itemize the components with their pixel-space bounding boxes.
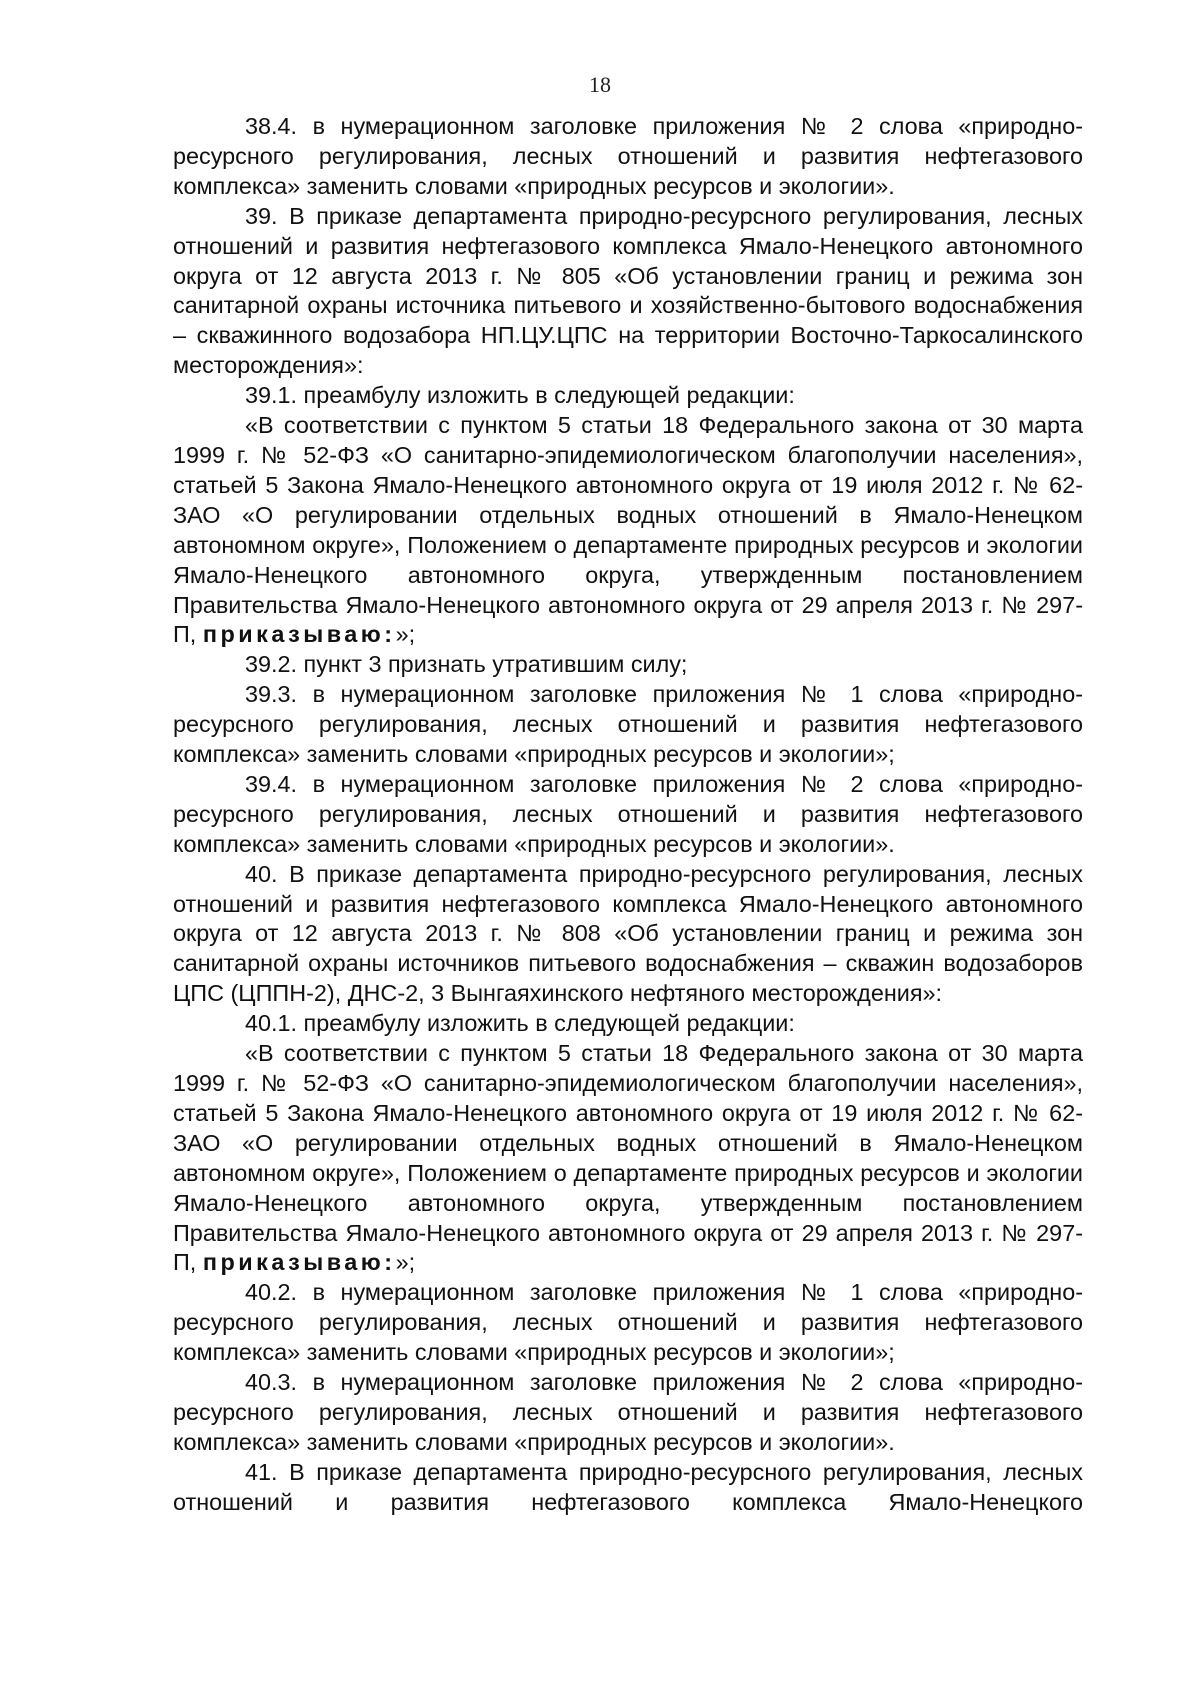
paragraph-text: «В соответствии с пунктом 5 статьи 18 Федерального закона от 30 марта 1999 г. № 52-ФЗ «О санитарно-эпидемиологическом благополучии населения», статьей 5 Закона Ямало-Ненецкого автономного округа от 19 июля 2012 г. № 62-ЗАО «О регулировании отдельных водных отношений в Ямало-Ненецком автономном округе», Положением о департаменте природных ресурсов и экологии Ямало-Ненецкого автономного округа, утвержденным постановлением Правительства Ямало-Ненецкого автономного округа от 29 апреля 2013 г. № 297-П, [173,412,1083,648]
paragraph-text: 41. В приказе департамента природно-ресурсного регулирования, лесных отношений и развития нефтегазового комплекса Ямало-Ненецкого [173,1458,1083,1515]
paragraph-text: 40.3. в нумерационном заголовке приложения № 2 слова «природно-ресурсного регулирования, лесных отношений и развития нефтегазового комплекса» заменить словами «природных ресурсов и экологии». [173,1369,1083,1455]
paragraph-text: 40.2. в нумерационном заголовке приложения № 1 слова «природно-ресурсного регулирования, лесных отношений и развития нефтегазового комплекса» заменить словами «природных ресурсов и экологии»; [173,1279,1083,1366]
paragraph-38-4 [173,112,1083,202]
paragraph-tail: »; [395,621,416,648]
paragraph-text: 38.4. в нумерационном заголовке приложения № 2 слова «природно-ресурсного регулирования, лесных отношений и развития нефтегазового комплекса» заменить словами «природных ресурсов и экологии». [173,113,1083,199]
paragraph-39 [173,202,1083,381]
paragraph-39-2 [173,650,1083,680]
paragraph-40-1-preamble [173,1039,1083,1278]
order-word: приказываю: [202,621,396,648]
paragraph-40-3 [173,1368,1083,1458]
paragraph-40-1 [173,1009,1083,1039]
paragraph-40 [173,860,1083,1010]
order-word: приказываю: [202,1249,396,1276]
paragraph-text: 40. В приказе департамента природно-ресурсного регулирования, лесных отношений и развития нефтегазового комплекса Ямало-Ненецкого автономного округа от 12 августа 2013 г. № 808 «Об установлении границ и режима зон санитарной охраны источников питьевого водоснабжения – скважин водозаборов ЦПС (ЦППН-2), ДНС-2, 3 Вынгаяхинского нефтяного месторождения»: [173,860,1083,1007]
document-body [173,112,1083,1518]
page-number: 18 [589,72,611,97]
paragraph-tail: »; [395,1249,416,1276]
paragraph-text: 39.1. преамбулу изложить в следующей редакции: [245,382,795,409]
paragraph-40-2 [173,1278,1083,1368]
paragraph-text: «В соответствии с пунктом 5 статьи 18 Федерального закона от 30 марта 1999 г. № 52-ФЗ «О санитарно-эпидемиологическом благополучии населения», статьей 5 Закона Ямало-Ненецкого автономного округа от 19 июля 2012 г. № 62-ЗАО «О регулировании отдельных водных отношений в Ямало-Ненецком автономном округе», Положением о департаменте природных ресурсов и экологии Ямало-Ненецкого автономного округа, утвержденным постановлением Правительства Ямало-Ненецкого автономного округа от 29 апреля 2013 г. № 297-П, [173,1040,1083,1276]
paragraph-text: 39.2. пункт 3 признать утратившим силу; [245,651,688,678]
paragraph-39-4 [173,770,1083,860]
paragraph-39-1 [173,381,1083,411]
paragraph-text: 39.4. в нумерационном заголовке приложения № 2 слова «природно-ресурсного регулирования, лесных отношений и развития нефтегазового комплекса» заменить словами «природных ресурсов и экологии». [173,770,1083,857]
paragraph-text: 40.1. преамбулу изложить в следующей редакции: [245,1010,795,1037]
paragraph-text: 39.3. в нумерационном заголовке приложения № 1 слова «природно-ресурсного регулирования, лесных отношений и развития нефтегазового комплекса» заменить словами «природных ресурсов и экологии»; [173,681,1083,768]
paragraph-39-1-preamble [173,411,1083,650]
paragraph-text: 39. В приказе департамента природно-ресурсного регулирования, лесных отношений и развития нефтегазового комплекса Ямало-Ненецкого автономного округа от 12 августа 2013 г. № 805 «Об установлении границ и режима зон санитарной охраны источника питьевого и хозяйственно-бытового водоснабжения – скважинного водозабора НП.ЦУ.ЦПС на территории Восточно-Таркосалинского месторождения»: [173,202,1083,379]
paragraph-41 [173,1458,1083,1518]
paragraph-39-3 [173,680,1083,770]
